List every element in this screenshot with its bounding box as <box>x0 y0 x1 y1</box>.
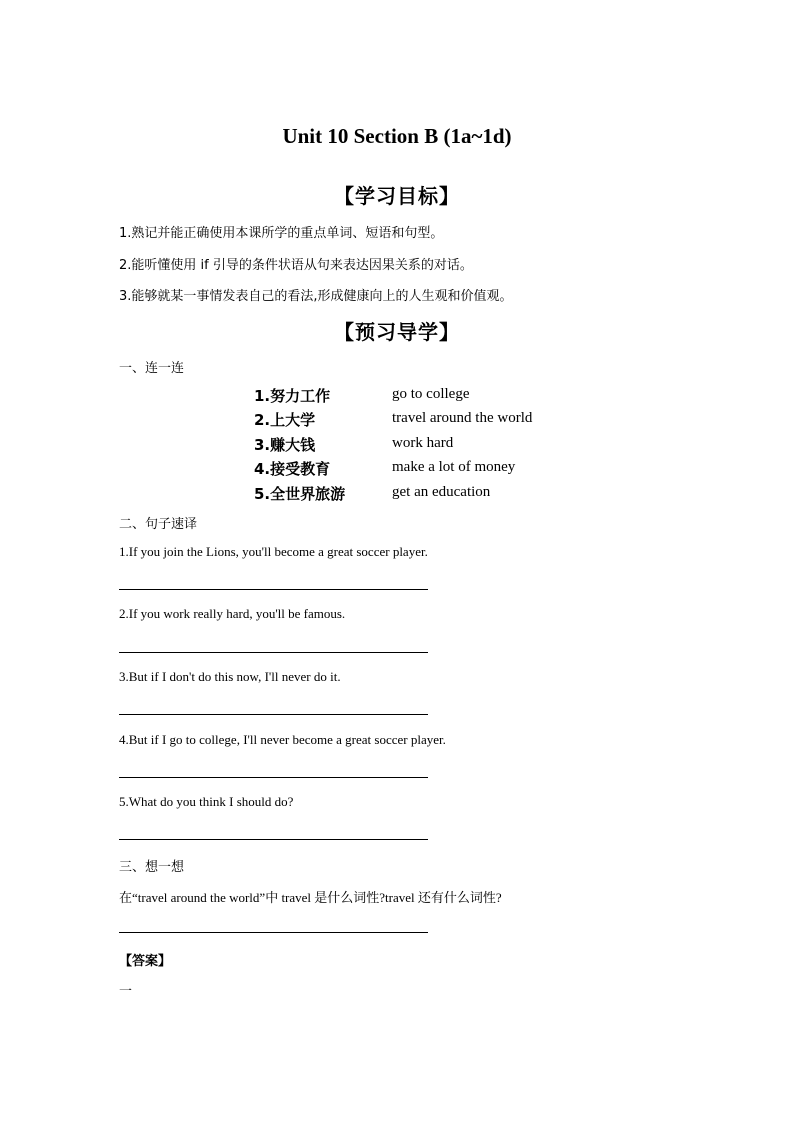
goal-item-3: 3.能够就某一事情发表自己的看法,形成健康向上的人生观和价值观。 <box>119 289 513 304</box>
preview-heading: 【预习导学】 <box>334 320 460 344</box>
match-right-1: go to college <box>392 386 470 402</box>
part2-label: 二、句子速译 <box>119 517 198 532</box>
answer-blank-5 <box>119 839 428 840</box>
sentence-1: 1.If you join the Lions, you'll become a great soccer player. <box>119 544 428 559</box>
match-left-5: 5.全世界旅游 <box>254 485 346 503</box>
sentence-2: 2.If you work really hard, you'll be famous. <box>119 606 346 621</box>
goal-item-1: 1.熟记并能正确使用本课所学的重点单词、短语和句型。 <box>119 226 444 241</box>
part3-question: 在“travel around the world”中 travel 是什么词性?travel 还有什么词性? <box>119 890 502 905</box>
goal-item-2: 2.能听懂使用 if 引导的条件状语从句来表达因果关系的对话。 <box>119 258 473 273</box>
match-left-1: 1.努力工作 <box>254 387 331 405</box>
answer-first-line: 一 <box>119 984 133 999</box>
part1-label: 一、连一连 <box>119 361 185 376</box>
sentence-5: 5.What do you think I should do? <box>119 794 294 809</box>
match-right-4: make a lot of money <box>392 459 516 475</box>
sentence-4: 4.But if I go to college, I'll never become a great soccer player. <box>119 732 446 747</box>
sentence-3: 3.But if I don't do this now, I'll never do it. <box>119 669 341 684</box>
match-right-2: travel around the world <box>392 410 533 426</box>
match-left-2: 2.上大学 <box>254 411 316 429</box>
answer-blank-2 <box>119 652 428 653</box>
answer-blank-1 <box>119 589 428 590</box>
answer-blank-4 <box>119 777 428 778</box>
answer-blank-3 <box>119 714 428 715</box>
match-right-5: get an education <box>392 484 491 500</box>
page-title: Unit 10 Section B (1a~1d) <box>282 124 512 148</box>
answer-heading: 【答案】 <box>119 954 172 969</box>
match-right-3: work hard <box>392 435 454 451</box>
answer-blank-6 <box>119 932 428 933</box>
goals-heading: 【学习目标】 <box>334 184 460 208</box>
part3-label: 三、想一想 <box>119 860 185 875</box>
match-left-4: 4.接受教育 <box>254 460 331 478</box>
match-left-3: 3.赚大钱 <box>254 436 316 454</box>
